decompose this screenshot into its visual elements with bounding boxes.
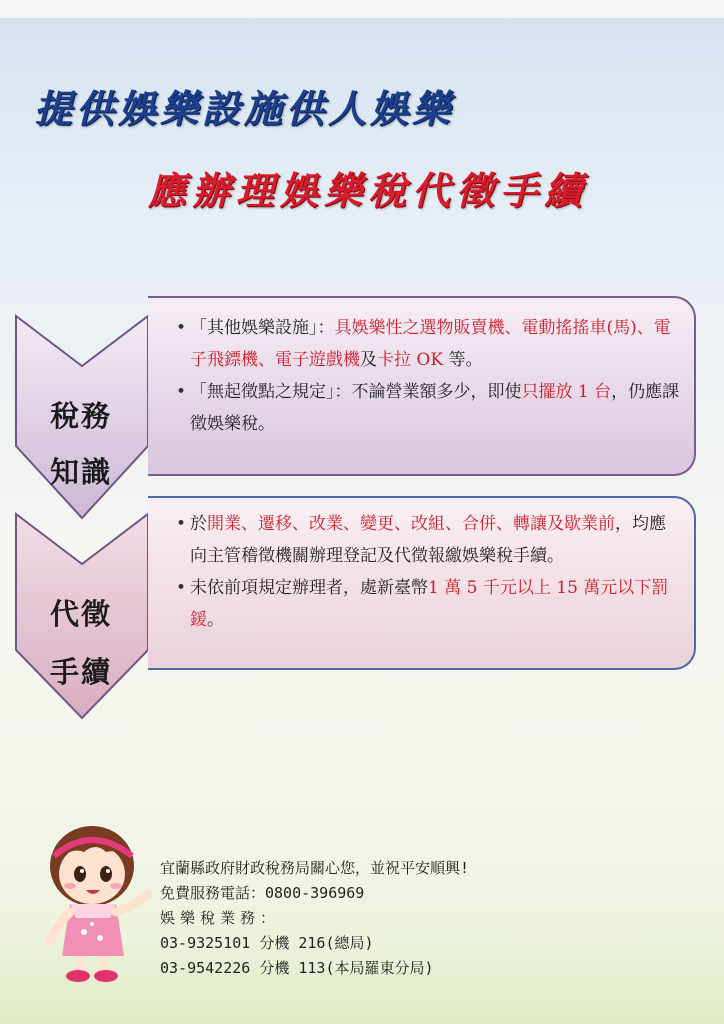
item-highlight: 開業、遷移、改業、變更、改組、合併、轉讓及歇業前	[207, 514, 615, 534]
item-lead: 「其他娛樂設施」：	[190, 318, 335, 338]
item-lead: 「無起徵點之規定」：不論營業額多少，即使	[190, 382, 522, 402]
item-highlight: 具娛樂性之選物販賣機、電動搖搖車(馬)、電子飛鏢機、電子遊戲機	[190, 318, 671, 370]
footer-business-label: 娛樂稅業務：	[160, 909, 281, 927]
item-tail: ，均應向主管稽徵機關辦理登記及代徵報繳娛樂稅手續。	[190, 514, 666, 566]
tax-knowledge-box	[148, 296, 696, 476]
footer-phone-branch: 03-9542226 分機 113(本局羅東分局)	[160, 959, 434, 977]
girl-mascot-icon	[40, 818, 160, 988]
label-collect: 代徵	[50, 597, 113, 631]
procedure-box	[148, 496, 696, 670]
label-procedure: 手續	[50, 655, 113, 689]
item-tail: 。	[207, 610, 224, 630]
item-lead: 於	[190, 514, 207, 534]
title-line-2: 應辦理娛樂稅代徵手續	[148, 169, 589, 213]
label-tax: 稅務	[50, 399, 113, 433]
footer-greeting: 宜蘭縣政府財政稅務局關心您，並祝平安順興!	[160, 859, 470, 877]
procedure-item-2	[176, 572, 682, 636]
item-mid: 及	[360, 350, 377, 370]
item-highlight: 1 萬 5 千元以上 15 萬元以下罰鍰	[190, 578, 669, 630]
item-highlight: 只擺放 1 台	[521, 382, 612, 402]
procedure-item-1	[176, 508, 682, 572]
item-lead: 未依前項規定辦理者，處新臺幣	[190, 578, 428, 598]
tax-knowledge-item-1	[176, 312, 682, 376]
footer-phone-main: 03-9325101 分機 216(總局)	[160, 934, 374, 952]
item-tail: 等。	[443, 350, 483, 370]
label-knowledge: 知識	[50, 455, 113, 489]
tax-knowledge-item-2	[176, 376, 682, 440]
footer-free-hotline: 免費服務電話：0800-396969	[160, 884, 365, 902]
item-highlight-karaoke: 卡拉 OK	[377, 350, 444, 370]
item-tail: ，仍應課徵娛樂稅。	[190, 382, 680, 434]
footer-contact	[160, 856, 469, 981]
title-line-1: 提供娛樂設施供人娛樂	[34, 87, 455, 131]
